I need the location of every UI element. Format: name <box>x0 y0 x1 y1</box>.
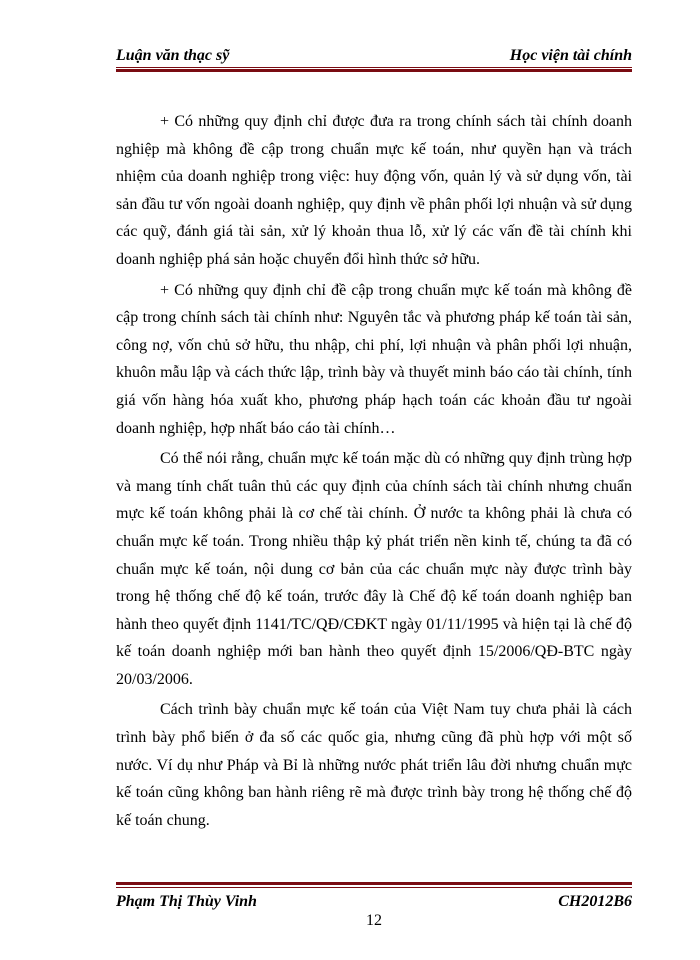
page-footer <box>116 882 632 942</box>
header-rule-thick <box>116 69 632 72</box>
page-number: 12 <box>366 912 382 929</box>
footer-class-code: CH2012B6 <box>558 893 632 910</box>
header-thesis-label: Luận văn thạc sỹ <box>116 47 230 64</box>
header-institution-label: Học viện tài chính <box>509 47 632 64</box>
footer-rule-thin <box>116 887 632 888</box>
document-body <box>116 108 632 837</box>
footer-author-name: Phạm Thị Thùy Vinh <box>116 893 257 910</box>
paragraph: + Có những quy định chỉ đề cập trong chuẩn mực kế toán mà không đề cập trong chính sách tài chính như: Nguyên tắc và phương pháp kế toán tài sản, công nợ, vốn chủ sở hữu, thu nhập, chi phí, lợi nhuận và phân phối lợi nhuận, khuôn mẫu lập và cách thức lập, trình bày và thuyết minh báo cáo tài chính, tính giá vốn hàng hóa xuất kho, phương pháp hạch toán các khoản đầu tư ngoài doanh nghiệp, hợp nhất báo cáo tài chính… <box>116 281 632 437</box>
header-rule-thin <box>116 67 632 68</box>
page-header <box>116 46 632 72</box>
footer-rule-thick <box>116 882 632 885</box>
paragraph: + Có những quy định chỉ được đưa ra trong chính sách tài chính doanh nghiệp mà không đề cập trong chuẩn mực kế toán, như quyền hạn và trách nhiệm của doanh nghiệp trong việc: huy động vốn, quản lý và sử dụng vốn, tài sản đầu tư vốn ngoài doanh nghiệp, quy định về phân phối lợi nhuận và sử dụng các quỹ, đánh giá tài sản, xử lý khoản thua lỗ, xử lý các vấn đề tài chính khi doanh nghiệp phá sản hoặc chuyển đổi hình thức sở hữu. <box>116 113 632 268</box>
paragraph: Có thể nói rằng, chuẩn mực kế toán mặc dù có những quy định trùng hợp và mang tính chất tuân thủ các quy định của chính sách tài chính nhưng chuẩn mực kế toán không phải là cơ chế tài chính. Ở nước ta không phải là chưa có chuẩn mực kế toán. Trong nhiều thập kỷ phát triển nền kinh tế, chúng ta đã có chuẩn mực kế toán, nội dung cơ bản của các chuẩn mực này được trình bày trong hệ thống chế độ kế toán, trước đây là Chế độ kế toán doanh nghiệp ban hành theo quyết định 1141/TC/QĐ/CĐKT ngày 01/11/1995 và hiện tại là chế độ kế toán doanh nghiệp mới ban hành theo quyết định 15/2006/QĐ-BTC ngày 20/03/2006. <box>116 450 632 688</box>
paragraph: Cách trình bày chuẩn mực kế toán của Việt Nam tuy chưa phải là cách trình bày phổ biến ở đa số các quốc gia, nhưng cũng đã phù hợp với một số nước. Ví dụ như Pháp và Bỉ là những nước phát triển lâu đời nhưng chuẩn mực kế toán cũng không ban hành riêng rẽ mà được trình bày trong hệ thống chế độ kế toán chung. <box>116 701 632 829</box>
